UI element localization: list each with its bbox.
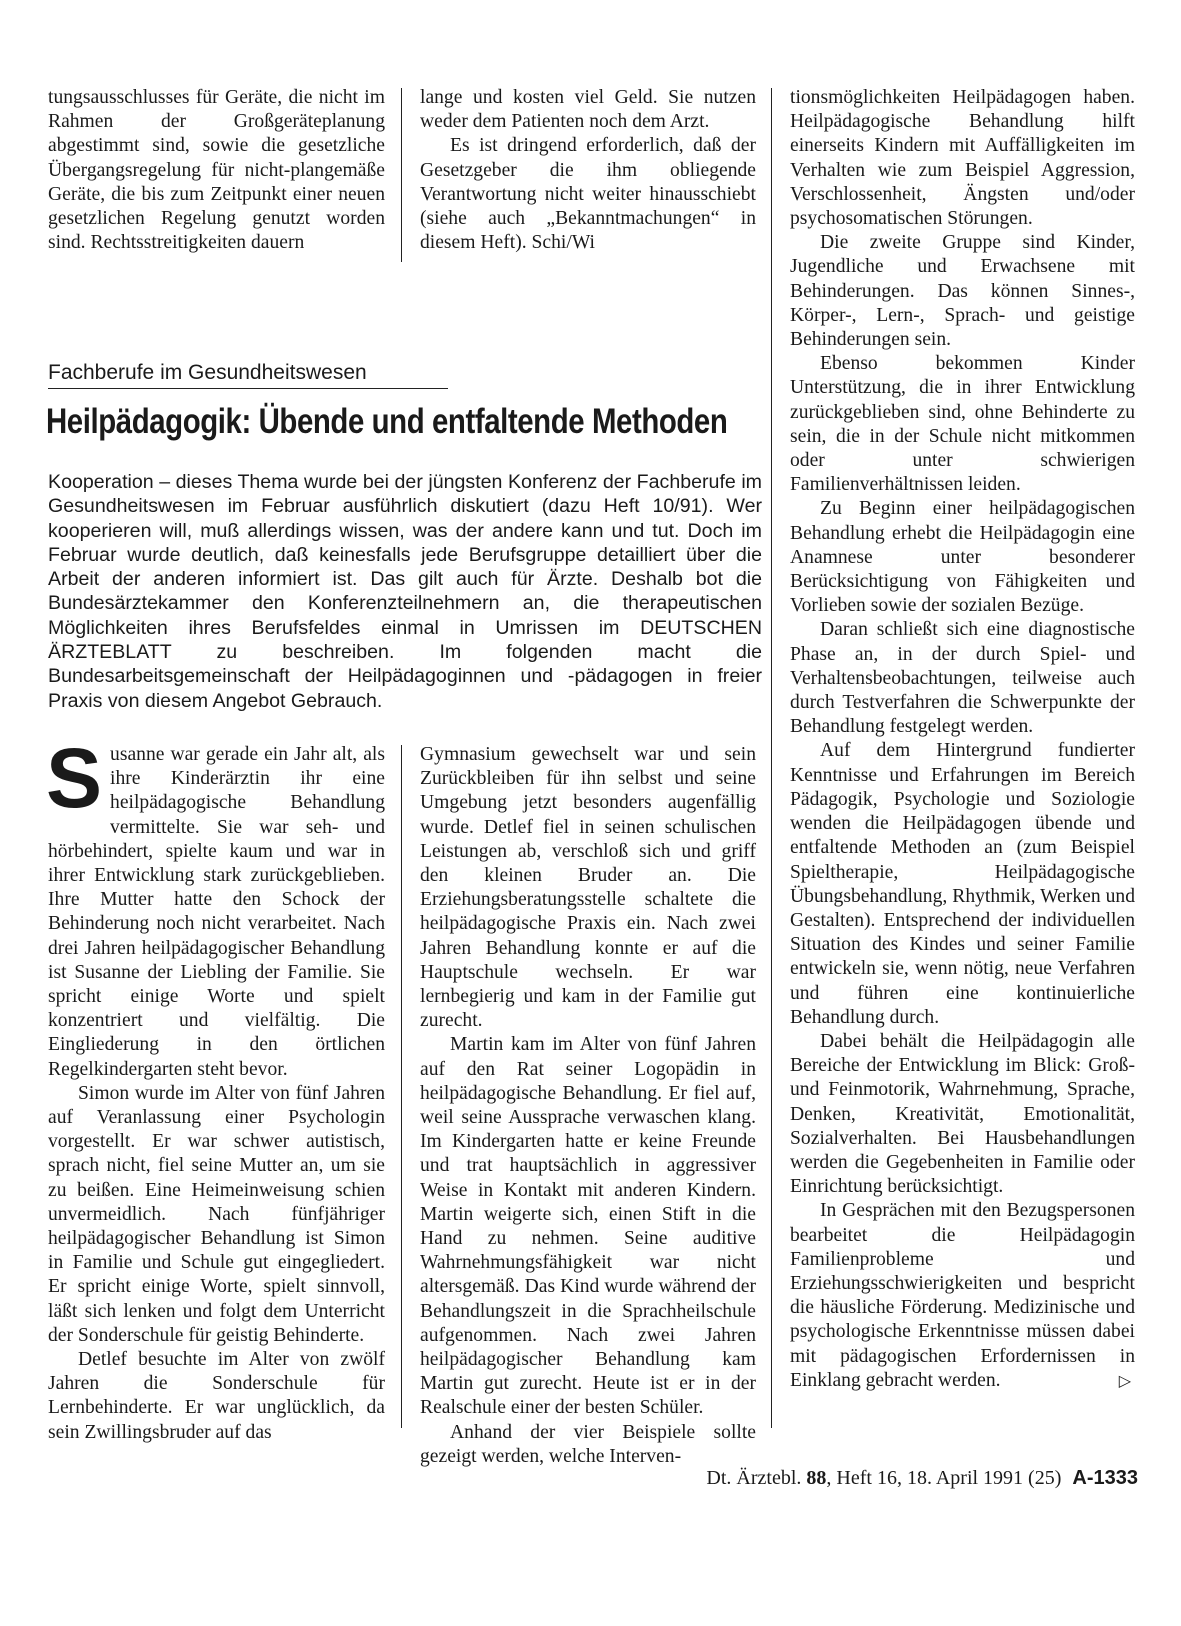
page-footer — [648, 1466, 1138, 1490]
drop-cap: S — [46, 731, 103, 825]
issue-date: , Heft 16, 18. April 1991 (25) — [826, 1467, 1062, 1489]
paragraph: Es ist dringend erforderlich, daß der Gesetzgeber die ihm obliegende Verantwortung nicht weiter hinausschiebt (siehe auch „Bekanntmachungen“ in diesem Heft). Schi/Wi — [420, 135, 756, 254]
paragraph: Martin kam im Alter von fünf Jahren auf den Rat seiner Logopädin in heilpädagogische Behandlung. Er fiel auf, weil seine Aussprache verwaschen klang. Im Kindergarten hatte er keine Freunde und trat hauptsächlich in aggressiver Weise in Kontakt mit anderen Kindern. Martin weigerte sich, einen Stift in die Hand zu nehmen. Seine auditive Wahrnehmungsfähigkeit war nicht altersgemäß. Das Kind wurde während der Behandlungszeit in die Sprachheilschule aufgenommen. Nach zwei Jahren heilpädagogischer Behandlung kam Martin gut zurecht. Heute ist er in der Realschule einer der besten Schüler. — [420, 1034, 756, 1419]
paragraph: Auf dem Hintergrund fundierter Kenntnisse und Erfahrungen im Bereich Pädagogik, Psychologie und Soziologie wenden die Heilpädagogen übende und entfaltende Methoden an (zum Beispiel Spieltherapie, Heilpädagogische Übungsbehandlung, Rhythmik, Werken und Gestalten). Entsprechend der individuellen Situation des Kindes und seiner Familie entwickeln sie, wenn nötig, neue Verfahren und führen eine kontinuierliche Behandlung durch. — [790, 740, 1135, 1028]
paragraph: Zu Beginn einer heilpädagogischen Behandlung erhebt die Heilpädagogin eine Anamnese unter besonderer Berücksichtigung von Fähigkeiten und Vorlieben sowie der sozialen Bezüge. — [790, 498, 1135, 617]
paragraph: Anhand der vier Beispiele sollte gezeigt werden, welche Interven- — [420, 1421, 756, 1467]
paragraph: Die zweite Gruppe sind Kinder, Jugendliche und Erwachsene mit Behinderungen. Das können Sinnes-, Körper-, Lern-, Sprach- und geistige Behinderungen sein. — [790, 232, 1135, 351]
continue-arrow-icon: ▷ — [1118, 1370, 1131, 1390]
body-column-3 — [790, 86, 1135, 1393]
paragraph: Ebenso bekommen Kinder Unterstützung, die in ihrer Entwicklung zurückgeblieben sind, ohne Behinderte zu sein, die in der Schule nicht mitkommen oder unter schwierigen Familienverhältnissen leiden. — [790, 353, 1135, 496]
journal-name: Dt. Ärztebl. — [706, 1467, 802, 1489]
body-column-1 — [46, 731, 385, 1445]
section-kicker: Fachberufe im Gesundheitswesen — [48, 360, 448, 389]
paragraph: Gymnasium gewechselt war und sein Zurückbleiben für ihn selbst und seine Umgebung jetzt besonders augenfällig wurde. Detlef fiel in seinen schulischen Leistungen ab, verschloß sich und griff den kleinen Bruder an. Die Erziehungsberatungsstelle schaltete die heilpädagogische Praxis ein. Nach zwei Jahren Behandlung konnte er auf die Hauptschule wechseln. Er war lernbegierig und kam in der Familie gut zurecht. — [420, 744, 756, 1032]
paragraph-text: In Gesprächen mit den Bezugspersonen bearbeitet die Heilpädagogin Familienprobleme und Erziehungsschwierigkeiten und bespricht die häusliche Förderung. Medizinische und psychologische Erkenntnisse müssen dabei mit pädagogischen Erfordernissen in Einklang gebracht werden. — [790, 1200, 1135, 1391]
column-rule — [401, 88, 402, 262]
continued-text-middle — [420, 86, 756, 255]
paragraph: tungsausschlusses für Geräte, die nicht im Rahmen der Großgeräteplanung abgestimmt sind, sowie die gesetzliche Übergangsregelung für nicht-plangemäße Geräte, die bis zum Zeitpunkt einer neuen gesetzlichen Regelung genutzt worden sind. Rechtsstreitigkeiten dauern — [48, 87, 385, 254]
article-headline: Heilpädagogik: Übende und entfaltende Methoden — [46, 402, 728, 441]
paragraph: Simon wurde im Alter von fünf Jahren auf Veranlassung einer Psychologin vorgestellt. Er war schwer autistisch, sprach nicht, fiel seine Mutter an, um sie zu beißen. Eine Heimeinweisung schien unvermeidlich. Nach fünfjähriger heilpädagogischer Behandlung ist Simon in Familie und Schule gut eingegliedert. Er spricht einige Worte, spielt sinnvoll, läßt sich lenken und folgt dem Unterricht der Sonderschule für geistig Behinderte. — [48, 1082, 385, 1346]
column-rule — [401, 745, 402, 1428]
page-number: A-1333 — [1072, 1467, 1138, 1489]
paragraph: Detlef besuchte im Alter von zwölf Jahren die Sonderschule für Lernbehinderte. Er war unglücklich, da sein Zwillingsbruder auf das — [48, 1349, 385, 1443]
paragraph — [46, 731, 385, 1082]
body-column-2 — [420, 743, 756, 1469]
paragraph: Dabei behält die Heilpädagogin alle Bereiche der Entwicklung im Blick: Groß- und Feinmotorik, Wahrnehmung, Sprache, Denken, Kreativität, Emotionalität, Sozialverhalten. Bei Hausbehandlungen werden die Gegebenheiten in Familie oder Einrichtung berücksichtigt. — [790, 1030, 1135, 1198]
paragraph — [790, 1199, 1135, 1393]
continued-text-left — [48, 86, 385, 255]
journal-volume: 88 — [806, 1467, 827, 1489]
paragraph-text: usanne war gerade ein Jahr alt, als ihre Kinderärztin ihr eine heilpädagogische Behandlung vermittelte. Sie war seh- und hörbehindert, spielte kaum und war in ihrer Entwicklung stark zurückgeblieben. Ihre Mutter hatte den Schock der Behinderung noch nicht verarbeitet. Nach drei Jahren heilpädagogischer Behandlung ist Susanne der Liebling der Familie. Sie spricht einige Worte und spielt konzentriert und vielfältig. Die Eingliederung in den örtlichen Regelkindergarten steht bevor. — [48, 744, 385, 1080]
paragraph: Daran schließt sich eine diagnostische Phase an, in der durch Spiel- und Verhaltensbeobachtungen, teilweise auch durch Testverfahren die Schwerpunkte der Behandlung festgelegt werden. — [790, 619, 1135, 738]
paragraph: tionsmöglichkeiten Heilpädagogen haben. Heilpädagogische Behandlung hilft einerseits Kindern mit Auffälligkeiten im Verhalten wie zum Beispiel Aggression, Verschlossenheit, Ängsten und/oder psychosomatischen Störungen. — [790, 87, 1135, 230]
column-rule — [771, 88, 772, 1428]
article-lead: Kooperation – dieses Thema wurde bei der jüngsten Konferenz der Fachberufe im Gesundheitswesen im Februar ausführlich diskutiert (dazu Heft 10/91). Wer kooperieren will, muß allerdings wissen, was der andere kann und tut. Doch im Februar wurde deutlich, daß keinesfalls jede Berufsgruppe detailliert über die Arbeit der anderen informiert ist. Das gilt auch für Ärzte. Deshalb bot die Bundesärztekammer den Konferenzteilnehmern an, die therapeutischen Möglichkeiten ihres Berufsfeldes einmal in Umrissen im DEUTSCHEN ÄRZTEBLATT zu beschreiben. Im folgenden macht die Bundesarbeitsgemeinschaft der Heilpädagoginnen und -pädagogen in freier Praxis von diesem Angebot Gebrauch. — [48, 471, 762, 712]
paragraph: lange und kosten viel Geld. Sie nutzen weder dem Patienten noch dem Arzt. — [420, 87, 756, 133]
